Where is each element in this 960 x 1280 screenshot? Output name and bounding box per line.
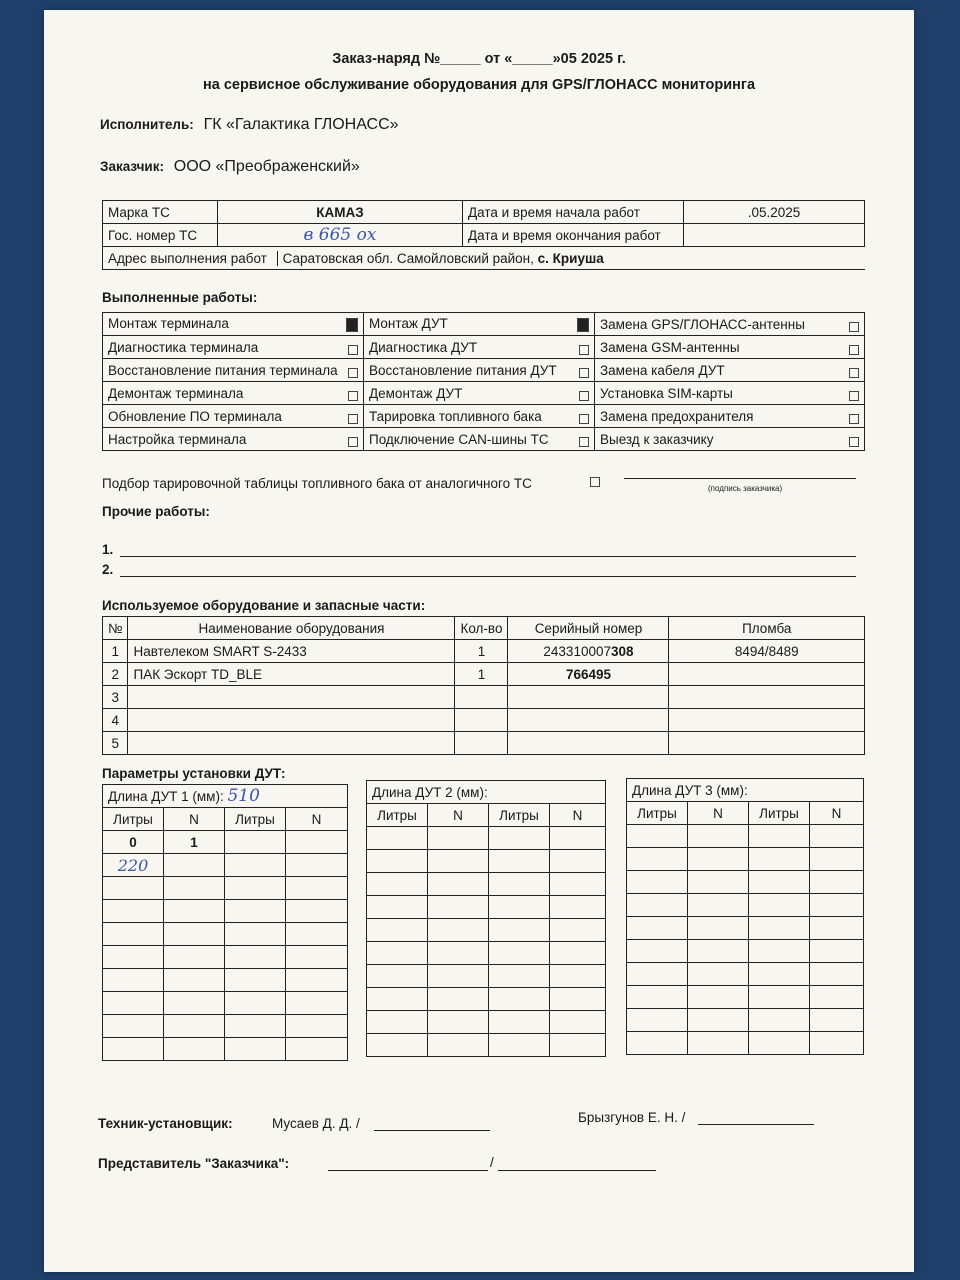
other-work-2-line[interactable] [120,576,856,577]
technician-1: Мусаев Д. Д. / [272,1116,360,1131]
table-row: 1 Навтелеком SMART S-2433 1 243310007308 8494/8489 [103,640,865,663]
checkbox[interactable] [579,437,589,447]
checkbox[interactable] [348,437,358,447]
eq-header-no: № [103,617,128,640]
checkbox[interactable] [579,368,589,378]
executor-row [100,116,399,134]
work-item[interactable]: Замена GSM-антенны [595,336,865,359]
checkbox-checked[interactable] [346,318,358,332]
table-row: 2 ПАК Эскорт TD_BLE 1 766495 [103,663,865,686]
checkbox[interactable] [348,414,358,424]
work-item[interactable]: Восстановление питания ДУТ [364,359,595,382]
checkbox[interactable] [590,477,600,487]
signature-caption: (подпись заказчика) [708,484,783,493]
work-item[interactable]: Демонтаж терминала [103,382,364,405]
checkbox[interactable] [579,345,589,355]
eq-header-qty: Кол-во [455,617,508,640]
address-row [103,247,865,270]
customer-rep-label: Представитель "Заказчика": [98,1156,290,1171]
checkbox[interactable] [579,414,589,424]
work-item[interactable]: Выезд к заказчику [595,428,865,451]
technician-2-signature-line[interactable] [698,1124,814,1125]
technician-2: Брызгунов Е. Н. / [578,1110,686,1125]
work-item[interactable]: Восстановление питания терминала [103,359,364,382]
address-village: с. Криуша [537,250,604,266]
brand-label: Марка ТС [103,201,218,224]
table-row: 3 [103,686,865,709]
works-table [102,312,865,451]
customer-rep-line-1[interactable] [328,1170,488,1171]
checkbox[interactable] [849,345,859,355]
work-order-sheet [44,10,914,1272]
work-item[interactable]: Подключение CAN-шины ТС [364,428,595,451]
work-item[interactable]: Диагностика терминала [103,336,364,359]
work-item[interactable]: Замена предохранителя [595,405,865,428]
doc-title: Заказ-наряд №_____ от «_____»05 2025 г. [332,51,626,67]
work-item[interactable]: Установка SIM-карты [595,382,865,405]
customer-rep-line-2[interactable] [498,1170,656,1171]
executor-value: ГК «Галактика ГЛОНАСС» [203,116,399,133]
start-value: .05.2025 [684,201,865,224]
equipment-heading: Используемое оборудование и запасные части: [102,598,426,613]
dut-heading: Параметры установки ДУТ: [102,766,286,781]
customer-value: ООО «Преображенский» [173,158,360,175]
signature-line[interactable] [624,478,856,479]
other-work-2-num: 2. [102,562,114,577]
work-item[interactable]: Монтаж терминала [103,313,364,336]
work-item[interactable]: Диагностика ДУТ [364,336,595,359]
technician-label: Техник-установщик: [98,1116,233,1131]
equipment-table [102,616,865,755]
checkbox[interactable] [348,345,358,355]
eq-header-seal: Пломба [669,617,865,640]
customer-label: Заказчик: [100,159,164,174]
checkbox[interactable] [849,322,859,332]
works-heading: Выполненные работы: [102,290,258,305]
table-row: 4 [103,709,865,732]
checkbox[interactable] [849,368,859,378]
end-value [684,224,865,247]
work-item[interactable]: Замена GPS/ГЛОНАСС-антенны [595,313,865,336]
dut2-length: Длина ДУТ 2 (мм): [367,781,606,804]
checkbox[interactable] [348,368,358,378]
doc-subtitle: на сервисное обслуживание оборудования для GPS/ГЛОНАСС мониторинга [202,77,756,93]
checkbox[interactable] [579,391,589,401]
other-works-heading: Прочие работы: [102,504,210,519]
work-item[interactable]: Обновление ПО терминала [103,405,364,428]
start-label: Дата и время начала работ [463,201,684,224]
work-item[interactable]: Монтаж ДУТ [364,313,595,336]
dut2-table: Длина ДУТ 2 (мм): Литры N Литры N [366,780,606,1057]
plate-value: в 665 ох [218,224,463,247]
technician-1-signature-line[interactable] [374,1130,490,1131]
plate-label: Гос. номер ТС [103,224,218,247]
checkbox[interactable] [849,414,859,424]
other-work-1-line[interactable] [120,556,856,557]
brand-value: КАМАЗ [218,201,463,224]
dut1-table: Длина ДУТ 1 (мм): 510 Литры N Литры N 0 1 220 [102,784,348,1061]
address-label: Адрес выполнения работ [108,250,267,266]
work-item[interactable]: Настройка терминала [103,428,364,451]
dut1-length: Длина ДУТ 1 (мм): 510 [103,785,348,808]
table-row: 5 [103,732,865,755]
address-value: Саратовская обл. Самойловский район, [277,251,534,266]
checkbox[interactable] [849,437,859,447]
eq-header-name: Наименование оборудования [128,617,455,640]
work-item[interactable]: Демонтаж ДУТ [364,382,595,405]
end-label: Дата и время окончания работ [463,224,684,247]
executor-label: Исполнитель: [100,117,194,132]
calibration-label: Подбор тарировочной таблицы топливного бака от аналогичного ТС [102,476,532,491]
customer-row [100,158,360,176]
checkbox[interactable] [348,391,358,401]
customer-rep-slash: / [490,1155,494,1170]
checkbox-checked[interactable] [577,318,589,332]
dut3-length: Длина ДУТ 3 (мм): [627,779,864,802]
eq-header-serial: Серийный номер [508,617,669,640]
work-item[interactable]: Замена кабеля ДУТ [595,359,865,382]
checkbox[interactable] [849,391,859,401]
other-work-1-num: 1. [102,542,114,557]
work-item[interactable]: Тарировка топливного бака [364,405,595,428]
dut3-table: Длина ДУТ 3 (мм): Литры N Литры N [626,778,864,1055]
vehicle-table [102,200,865,270]
